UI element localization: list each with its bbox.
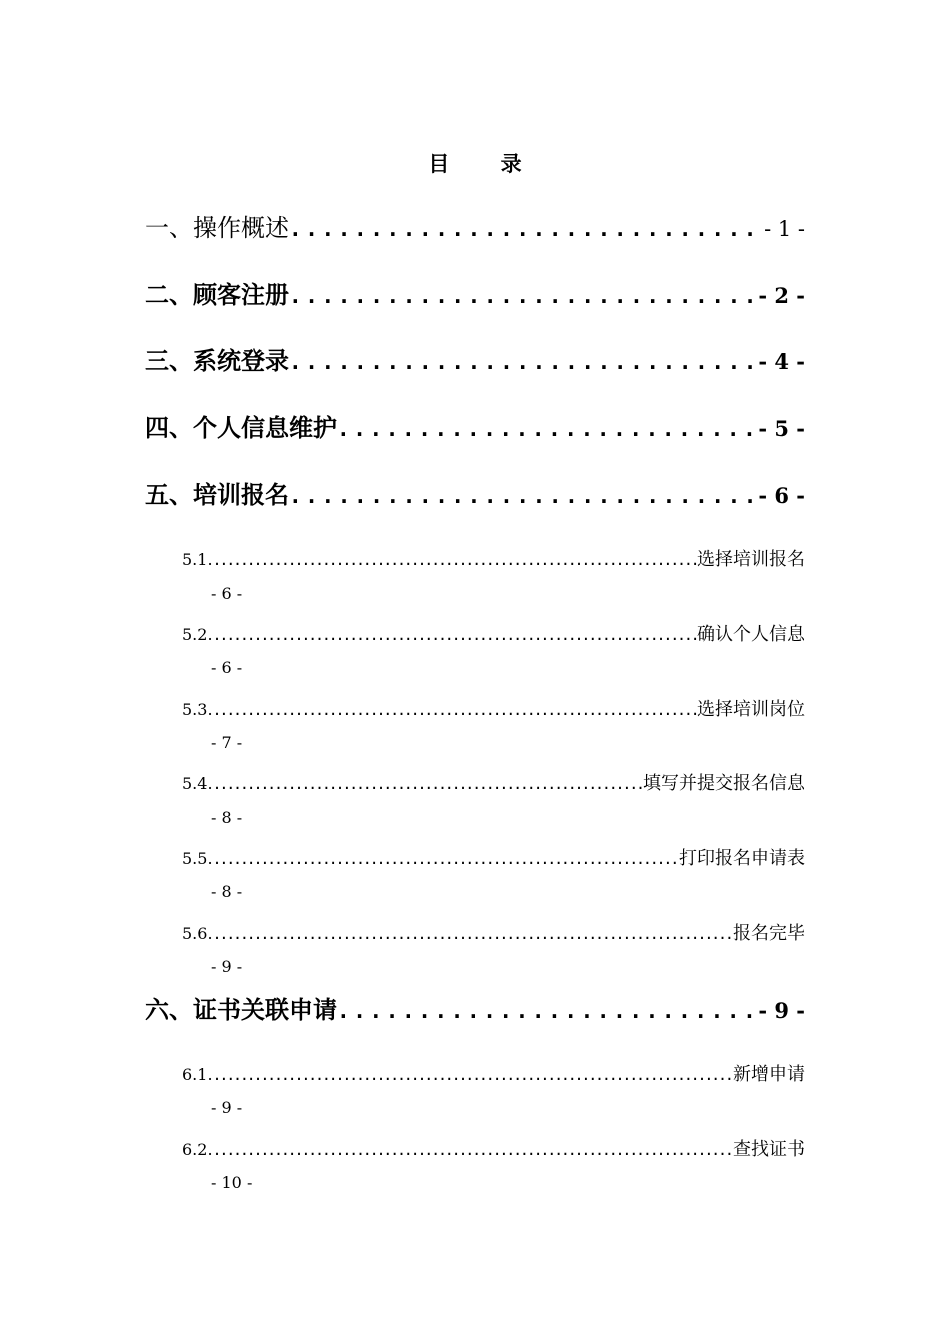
toc-subentry-label: 选择培训岗位 xyxy=(697,699,805,720)
toc-entry-page: - 4 - xyxy=(758,349,805,374)
toc-subentry-page: - 6 - xyxy=(211,658,243,677)
toc-subentry-number: 6.2. xyxy=(182,1140,213,1159)
toc-subentry-label: 选择培训报名 xyxy=(697,549,805,570)
dot-leader xyxy=(337,999,754,1023)
dot-leader xyxy=(289,350,754,374)
toc-entry-5[interactable] xyxy=(145,475,805,510)
toc-subentry-label: 确认个人信息 xyxy=(697,624,805,645)
toc-subentry-5-3[interactable] xyxy=(182,695,805,721)
toc-subentry-5-6[interactable] xyxy=(182,919,805,945)
toc-subentry-number: 5.4. xyxy=(182,774,213,793)
dot-leader xyxy=(337,417,754,441)
toc-entry-4[interactable] xyxy=(145,408,805,443)
toc-entry-1[interactable] xyxy=(145,208,805,243)
toc-subentry-number: 5.2. xyxy=(182,625,213,644)
dot-leader xyxy=(213,626,697,644)
toc-subentry-5-2[interactable] xyxy=(182,620,805,646)
toc-subentry-label: 新增申请 xyxy=(733,1064,805,1085)
toc-subentry-page: - 8 - xyxy=(211,882,243,901)
toc-subentry-page: - 6 - xyxy=(211,584,243,603)
toc-subentry-page: - 9 - xyxy=(211,1098,243,1117)
toc-entry-page: - 9 - xyxy=(758,998,805,1023)
toc-entry-label: 五、培训报名 xyxy=(145,481,289,509)
dot-leader xyxy=(213,925,733,943)
toc-entry-2[interactable] xyxy=(145,275,805,310)
toc-subentry-page: - 10 - xyxy=(211,1173,253,1192)
toc-entry-label: 六、证书关联申请 xyxy=(145,996,337,1024)
toc-entry-label: 一、操作概述 xyxy=(145,214,289,242)
toc-subentry-5-4[interactable] xyxy=(182,769,805,795)
dot-leader xyxy=(213,551,697,569)
dot-leader xyxy=(289,217,760,241)
toc-subentry-5-5[interactable] xyxy=(182,844,805,870)
toc-entry-label: 四、个人信息维护 xyxy=(145,414,337,442)
toc-subentry-page: - 8 - xyxy=(211,808,243,827)
toc-subentry-label: 报名完毕 xyxy=(733,923,805,944)
toc-subentry-6-2[interactable] xyxy=(182,1135,805,1161)
toc-entry-label: 二、顾客注册 xyxy=(145,281,289,309)
toc-entry-page: - 5 - xyxy=(758,416,805,441)
toc-subentry-number: 5.5. xyxy=(182,849,213,868)
dot-leader xyxy=(289,284,754,308)
toc-entry-page: - 1 - xyxy=(764,217,805,241)
toc-subentry-5-1[interactable] xyxy=(182,545,805,571)
toc-title: 目 录 xyxy=(428,152,544,176)
toc-subentry-page: - 7 - xyxy=(211,733,243,752)
toc-subentry-number: 5.1. xyxy=(182,550,213,569)
toc-subentry-label: 填写并提交报名信息 xyxy=(643,773,805,794)
dot-leader xyxy=(213,1141,733,1159)
toc-entry-page: - 6 - xyxy=(758,483,805,508)
toc-subentry-number: 6.1. xyxy=(182,1065,213,1084)
toc-subentry-number: 5.6. xyxy=(182,924,213,943)
dot-leader xyxy=(213,1066,733,1084)
toc-entry-page: - 2 - xyxy=(758,283,805,308)
toc-entry-3[interactable] xyxy=(145,341,805,376)
toc-subentry-number: 5.3. xyxy=(182,700,213,719)
toc-entry-6[interactable] xyxy=(145,990,805,1025)
dot-leader xyxy=(213,775,643,793)
toc-subentry-label: 打印报名申请表 xyxy=(679,848,805,869)
toc-subentry-label: 查找证书 xyxy=(733,1139,805,1160)
dot-leader xyxy=(213,850,679,868)
dot-leader xyxy=(289,484,754,508)
toc-subentry-page: - 9 - xyxy=(211,957,243,976)
toc-subentry-6-1[interactable] xyxy=(182,1060,805,1086)
toc-entry-label: 三、系统登录 xyxy=(145,347,289,375)
dot-leader xyxy=(213,701,697,719)
